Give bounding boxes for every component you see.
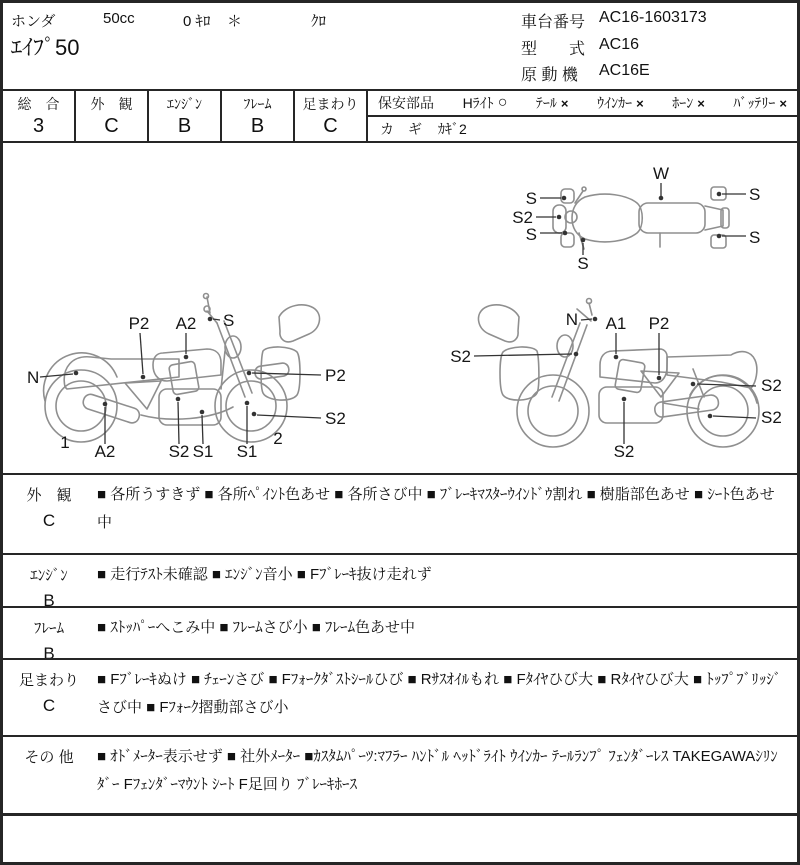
- section-side: [3, 608, 95, 663]
- key-row: [368, 117, 797, 141]
- rating-engine: [149, 91, 222, 141]
- section-side: [3, 555, 95, 610]
- damage-code-s2: S2: [761, 408, 782, 427]
- motorcycle-top-view: [512, 151, 800, 289]
- safety-parts-row: [368, 91, 797, 117]
- rating-exterior: [76, 91, 149, 141]
- damage-code-w: W: [652, 164, 670, 183]
- rating-label: 足まわり: [302, 96, 359, 112]
- damage-code-n: N: [27, 368, 40, 387]
- safety-item-winker: [597, 93, 644, 113]
- section-label: ｴﾝｼﾞﾝ: [30, 567, 68, 584]
- section-undercarriage: [3, 658, 797, 735]
- damage-code-s2: S2: [512, 208, 533, 227]
- damage-code-s1: S1: [192, 442, 214, 461]
- damage-code-s2: S2: [761, 376, 782, 395]
- damage-code-a1: A1: [605, 314, 627, 333]
- rating-label: ﾌﾚｰﾑ: [243, 96, 272, 112]
- safety-parts-box: [368, 91, 797, 141]
- cross-ng-mark: ×: [779, 95, 787, 111]
- rating-value: C: [104, 115, 119, 137]
- section-label: 足まわり: [18, 672, 79, 689]
- maker-name: ホンダ: [11, 13, 56, 30]
- rating-value: 3: [32, 115, 45, 137]
- section-exterior: [3, 473, 797, 553]
- section-frame: [3, 606, 797, 663]
- section-grade: B: [43, 591, 55, 610]
- section-side: [3, 475, 95, 553]
- damage-code-s2: S2: [613, 442, 635, 461]
- panel-number-2: 2: [273, 429, 283, 448]
- chassis-value: AC16-1603173: [599, 9, 707, 26]
- damage-code-a2: A2: [94, 442, 116, 461]
- damage-code-s1: S1: [236, 442, 258, 461]
- section-remarks: ■ 各所うすきず ■ 各所ﾍﾟｲﾝﾄ色あせ ■ 各所さび中 ■ ﾌﾞﾚｰｷﾏｽﾀｰｳｲﾝﾄﾞｳ割れ ■ 樹脂部色あせ ■ ｼｰﾄ色あせ中: [97, 486, 775, 531]
- body-color: ｸﾛ: [311, 13, 327, 30]
- damage-code-s2: S2: [450, 347, 471, 366]
- damage-code-p2: P2: [325, 366, 346, 385]
- damage-code-p2: P2: [128, 314, 150, 333]
- cross-ng-mark: ×: [560, 95, 569, 111]
- damage-code-p2: P2: [648, 314, 670, 333]
- left-view-markers: [27, 311, 346, 461]
- motorcycle-right-view: [441, 291, 800, 469]
- key-label: カ ギ: [380, 121, 422, 137]
- damage-code-s: S: [749, 228, 761, 247]
- safety-item-label: ﾃｰﾙ: [535, 95, 557, 111]
- damage-code-s: S: [749, 185, 761, 204]
- cross-ng-mark: ×: [636, 95, 644, 111]
- section-remarks: ■ Fﾌﾞﾚｰｷぬけ ■ ﾁｪｰﾝさび ■ Fﾌｫｰｸﾀﾞｽﾄｼｰﾙひび ■ Rｻｽｵｲﾙもれ ■ Fﾀｲﾔひび大 ■ Rﾀｲﾔひび大 ■ ﾄｯﾌﾟﾌﾞﾘｯｼﾞさび中 ■ Fﾌｫｰｸ摺動部さび小: [97, 671, 782, 716]
- mileage-flag: ＊: [227, 13, 243, 30]
- chassis-label: 車台番号: [521, 14, 586, 31]
- rating-frame: [222, 91, 295, 141]
- damage-code-s: S: [525, 189, 537, 208]
- panel-number-1: 1: [60, 433, 70, 452]
- section-label: 外 観: [26, 487, 72, 504]
- damage-diagram: [3, 143, 797, 473]
- rating-label: 外 観: [90, 96, 133, 112]
- section-grade: C: [42, 696, 56, 715]
- safety-parts-title: 保安部品: [378, 95, 434, 111]
- section-engine: [3, 553, 797, 610]
- engine-code-label: 原 動 機: [521, 67, 578, 84]
- section-remarks: ■ ｵﾄﾞﾒｰﾀｰ表示せず ■ 社外ﾒｰﾀｰ ■ｶｽﾀﾑﾊﾟｰﾂ:ﾏﾌﾗｰ ﾊﾝﾄﾞﾙ ﾍｯﾄﾞﾗｲﾄ ｳｲﾝｶｰ ﾃｰﾙﾗﾝﾌﾟ ﾌｪﾝﾀﾞｰﾚｽ TAKEGAWAｼﾘﾝﾀﾞｰ Fﾌｪﾝﾀﾞｰﾏｳﾝﾄ ｼｰﾄ F足回り ﾌﾞﾚｰｷﾎｰｽ: [97, 748, 778, 793]
- section-remarks: ■ 走行ﾃｽﾄ未確認 ■ ｴﾝｼﾞﾝ音小 ■ Fﾌﾞﾚｰｷ抜け走れず: [97, 566, 432, 583]
- section-grade: C: [42, 511, 56, 530]
- section-side: [3, 737, 95, 813]
- motorcycle-top-view-outline: [553, 187, 729, 249]
- rating-overall: [3, 91, 76, 141]
- section-grade: B: [43, 644, 55, 663]
- damage-code-a2: A2: [175, 314, 197, 333]
- motorcycle-left-view: [21, 291, 391, 469]
- rating-label: ｴﾝｼﾞﾝ: [167, 96, 202, 112]
- rating-value: B: [250, 115, 265, 137]
- damage-code-s: S: [577, 254, 589, 273]
- section-blank: [3, 813, 797, 862]
- safety-item-horn: [672, 93, 705, 113]
- ratings-row: [3, 89, 797, 143]
- rating-value: B: [177, 115, 192, 137]
- header: [3, 3, 797, 89]
- section-label: ﾌﾚｰﾑ: [33, 620, 64, 637]
- safety-item-label: ﾊﾞｯﾃﾘｰ: [733, 95, 776, 111]
- damage-code-s2: S2: [168, 442, 190, 461]
- mileage: 0 ｷﾛ: [183, 13, 211, 30]
- damage-code-s2: S2: [325, 409, 346, 428]
- section-side: [3, 660, 95, 735]
- rating-value: C: [323, 115, 338, 137]
- safety-item-label: ｳｲﾝｶｰ: [597, 95, 633, 111]
- model-code-label: 型 式: [521, 41, 586, 58]
- safety-item-tail: [536, 93, 569, 113]
- rating-undercarriage: [295, 91, 368, 141]
- safety-item-headlight: [463, 93, 508, 113]
- section-remarks: ■ ｽﾄｯﾊﾟｰへこみ中 ■ ﾌﾚｰﾑさび小 ■ ﾌﾚｰﾑ色あせ中: [97, 619, 416, 636]
- damage-code-n: N: [565, 310, 578, 329]
- section-other: [3, 735, 797, 813]
- displacement: 50cc: [103, 10, 135, 27]
- engine-code-value: AC16E: [599, 62, 650, 79]
- section-label: その 他: [24, 749, 74, 766]
- safety-item-label: ﾎｰﾝ: [672, 95, 694, 111]
- cross-ng-mark: ×: [697, 95, 705, 111]
- damage-code-s: S: [223, 311, 235, 330]
- rating-label: 総 合: [17, 96, 60, 112]
- safety-item-label: Hﾗｲﾄ: [462, 95, 494, 111]
- model-name: ｴｲﾌﾟ50: [11, 35, 80, 60]
- model-code-value: AC16: [599, 36, 640, 53]
- damage-code-s: S: [525, 225, 537, 244]
- key-value: ｶｷﾞ2: [438, 121, 467, 137]
- circle-ok-mark: ○: [497, 94, 508, 111]
- safety-item-battery: [733, 93, 787, 113]
